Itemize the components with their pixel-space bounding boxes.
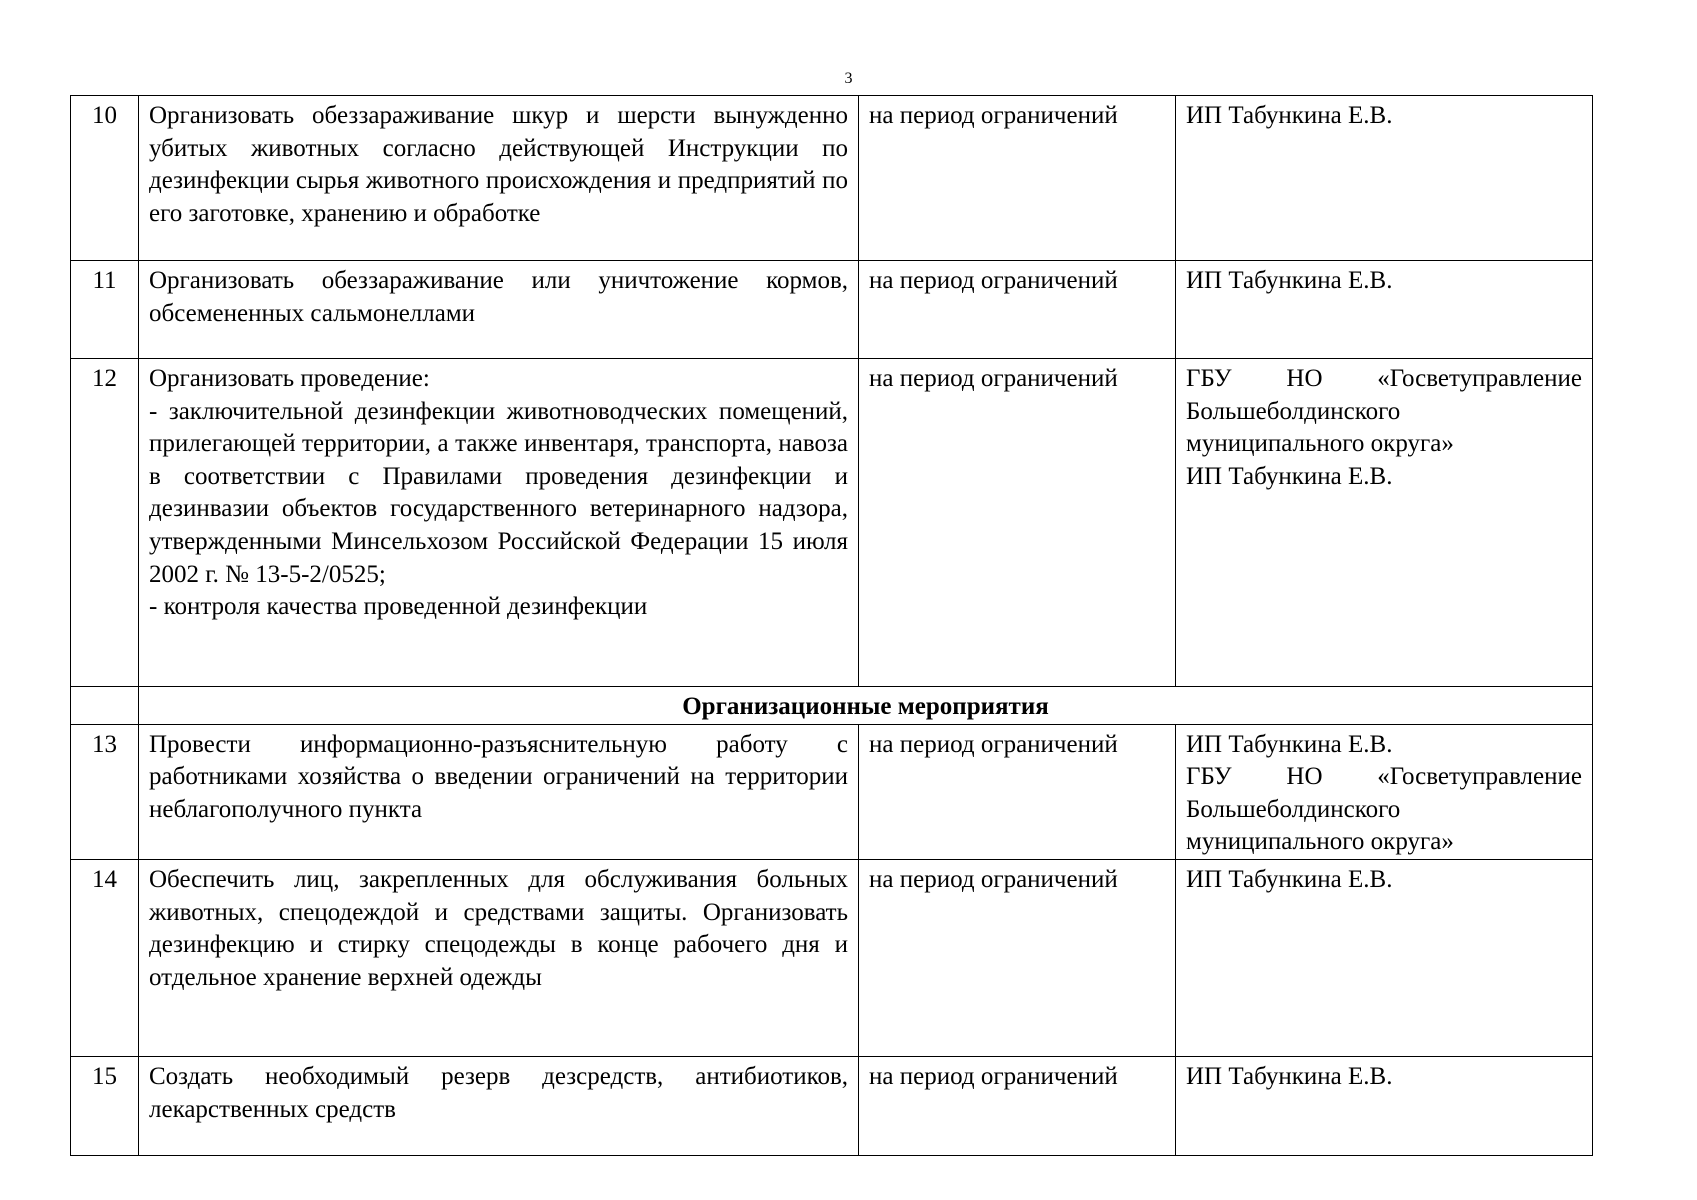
action-cell (139, 359, 859, 687)
action-cell (139, 859, 859, 1056)
action-text: - контроля качества проведенной дезинфекции (149, 593, 648, 621)
term-cell: на период ограничений (859, 859, 1176, 1056)
term-cell: на период ограничений (859, 1056, 1176, 1155)
term-cell: на период ограничений (859, 96, 1176, 261)
table-row (71, 1056, 1593, 1155)
responsible-text: ИП Табункина Е.В. (1186, 1062, 1393, 1090)
responsible-text: ИП Табункина Е.В. (1186, 462, 1393, 490)
term-cell: на период ограничений (859, 261, 1176, 359)
section-row (71, 687, 1593, 725)
row-number: 15 (71, 1056, 139, 1155)
table-row (71, 859, 1593, 1056)
action-cell (139, 724, 859, 859)
action-text: Организовать обеззараживание или уничтожение кормов, обсемененных сальмонеллами (149, 267, 848, 327)
responsible-cell (1176, 359, 1593, 687)
responsible-cell (1176, 1056, 1593, 1155)
action-cell (139, 1056, 859, 1155)
responsible-text: ИП Табункина Е.В. (1186, 267, 1393, 294)
responsible-text: ГБУ НО «Госветуправление Большеболдинского муниципального округа» (1186, 763, 1582, 856)
section-number-cell (71, 687, 139, 725)
action-text: Создать необходимый резерв дезсредств, антибиотиков, лекарственных средств (149, 1062, 848, 1123)
page-number: 3 (844, 70, 853, 87)
action-text: Организовать обеззараживание шкур и шерсти вынужденно убитых животных согласно действующей Инструкции по дезинфекции сырья животного происхождения и предприятий по его заготовке, хранению и обработке (149, 102, 848, 227)
table-row (71, 724, 1593, 859)
table-row (71, 96, 1593, 261)
row-number: 12 (71, 359, 139, 687)
measures-table (70, 95, 1593, 1156)
responsible-text: ИП Табункина Е.В. (1186, 730, 1393, 758)
action-cell (139, 261, 859, 359)
responsible-text: ГБУ НО «Госветуправление Большеболдинского муниципального округа» (1186, 365, 1582, 458)
responsible-cell (1176, 261, 1593, 359)
term-cell: на период ограничений (859, 359, 1176, 687)
action-text: - заключительной дезинфекции животноводческих помещений, прилегающей территории, а также инвентаря, транспорта, навоза в соответствии с Правилами проведения дезинфекции и дезинвазии объектов государственного ветеринарного надзора, утвержденными Минсельхозом Российской Федерации 15 июля 2002 г. № 13-5-2/0525; (149, 397, 848, 588)
responsible-cell (1176, 96, 1593, 261)
responsible-cell (1176, 724, 1593, 859)
term-cell: на период ограничений (859, 724, 1176, 859)
responsible-text: ИП Табункина Е.В. (1186, 102, 1393, 129)
action-text: Обеспечить лиц, закрепленных для обслуживания больных животных, спецодеждой и средствами защиты. Организовать дезинфекцию и стирку спецодежды в конце рабочего дня и отдельное хранение верхней одежды (149, 865, 848, 991)
action-cell (139, 96, 859, 261)
action-text: Организовать проведение: (149, 365, 430, 392)
responsible-text: ИП Табункина Е.В. (1186, 865, 1393, 893)
row-number: 14 (71, 859, 139, 1056)
table-row (71, 261, 1593, 359)
table-row (71, 359, 1593, 687)
row-number: 13 (71, 724, 139, 859)
responsible-cell (1176, 859, 1593, 1056)
row-number: 10 (71, 96, 139, 261)
row-number: 11 (71, 261, 139, 359)
action-text: Провести информационно-разъяснительную работу с работниками хозяйства о введении ограничений на территории неблагополучного пункта (149, 730, 848, 823)
section-title: Организационные мероприятия (139, 687, 1593, 725)
